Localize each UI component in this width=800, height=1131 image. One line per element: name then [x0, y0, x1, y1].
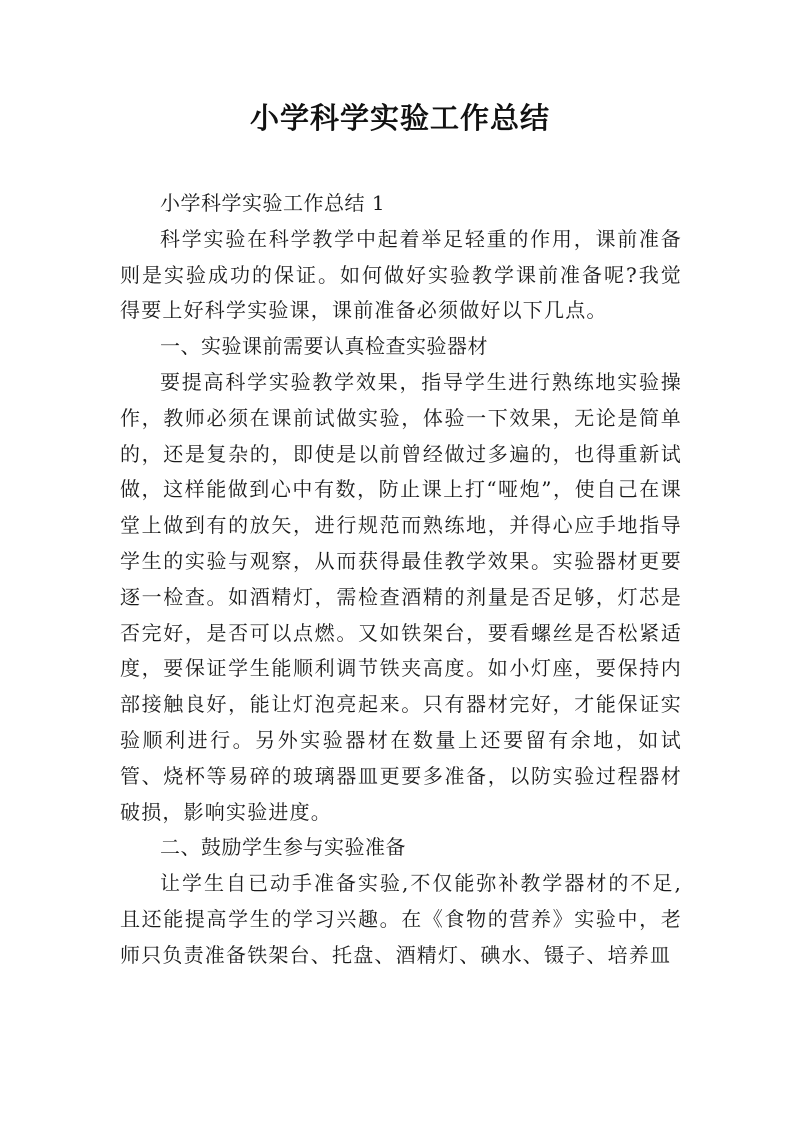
paragraph: 让学生自已动手准备实验,不仅能弥补教学器材的不足,且还能提高学生的学习兴趣。在《食物的营养》实验中，老师只负责准备铁架台、托盘、酒精灯、碘水、镊子、培养皿: [120, 871, 682, 967]
document-title: 小学科学实验工作总结: [249, 101, 550, 135]
document-body: [120, 186, 682, 974]
paragraph: 科学实验在科学教学中起着举足轻重的作用，课前准备则是实验成功的保证。如何做好实验教学课前准备呢?我觉得要上好科学实验课，课前准备必须做好以下几点。: [120, 226, 682, 323]
paragraph: 要提高科学实验教学效果，指导学生进行熟练地实验操作，教师必须在课前试做实验，体验一下效果，无论是简单的，还是复杂的，即使是以前曾经做过多遍的，也得重新试做，这样能做到心中有数，防止课上打“哑炮”，使自己在课堂上做到有的放矢，进行规范而熟练地，并得心应手地指导学生的实验与观察，从而获得最佳教学效果。实验器材更要逐一检查。如酒精灯，需检查酒精的剂量是否足够，灯芯是否完好，是否可以点燃。又如铁架台，要看螺丝是否松紧适度，要保证学生能顺利调节铁夹高度。如小灯座，要保持内部接触良好，能让灯泡亮起来。只有器材完好，才能保证实验顺利进行。另外实验器材在数量上还要留有余地，如试管、烧杯等易碎的玻璃器皿更要多准备，以防实验过程器材破损，影响实验进度。: [120, 369, 682, 824]
section-heading: 二、鼓励学生参与实验准备: [160, 835, 406, 860]
section-heading: 一、实验课前需要认真检查实验器材: [160, 334, 488, 359]
section-heading: 小学科学实验工作总结 1: [160, 191, 386, 215]
